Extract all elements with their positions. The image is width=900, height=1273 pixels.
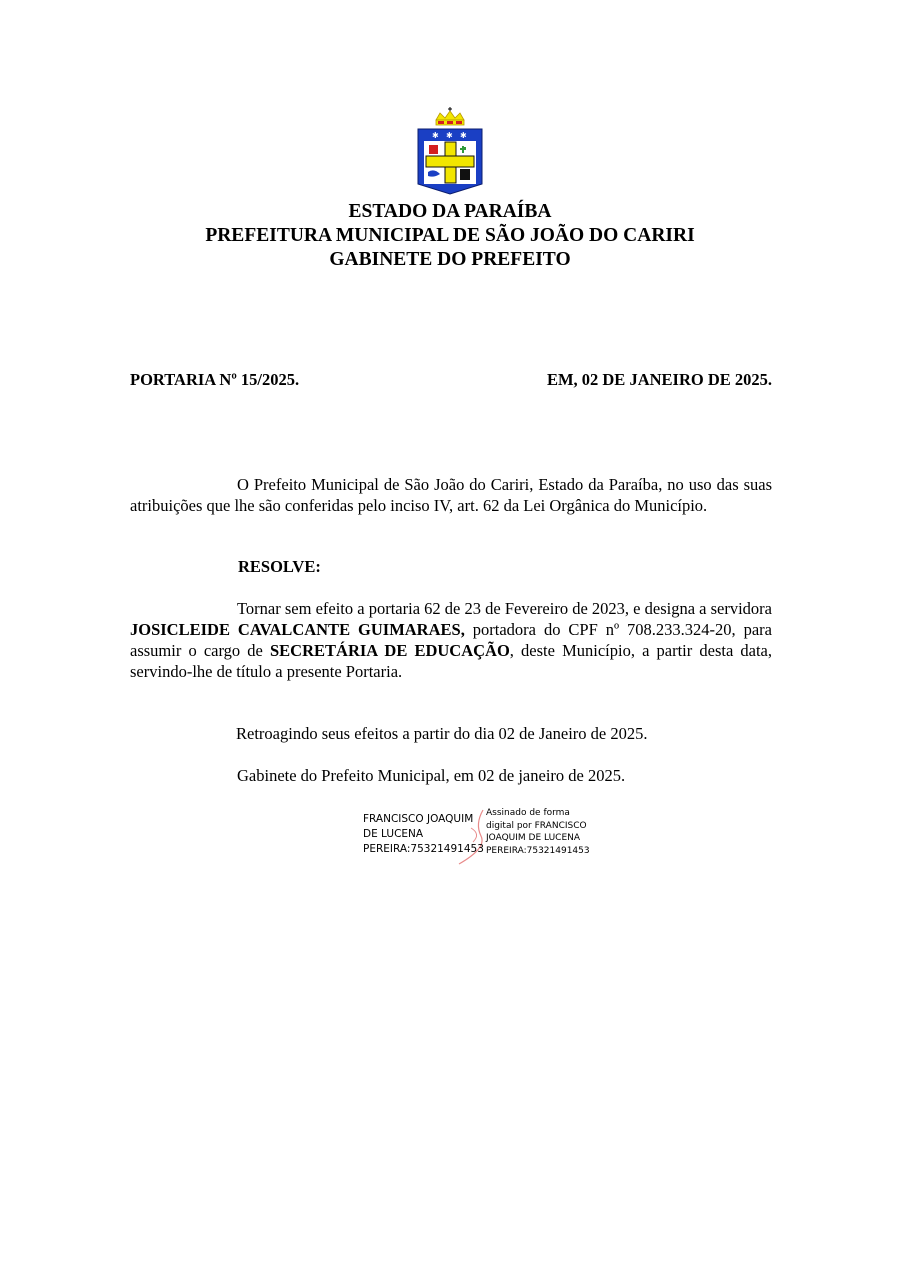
svg-text:✱: ✱ — [460, 131, 467, 140]
svg-text:✱: ✱ — [446, 131, 453, 140]
office-name: GABINETE DO PREFEITO — [329, 249, 571, 270]
signature-stamp — [486, 807, 604, 857]
main-paragraph — [130, 598, 772, 682]
signer-name-line: PEREIRA:75321491453 — [363, 843, 484, 855]
portaria-number: PORTARIA Nº 15/2025. — [130, 370, 300, 389]
crown-icon — [436, 107, 464, 125]
municipality-name: PREFEITURA MUNICIPAL DE SÃO JOÃO DO CARIRI — [205, 225, 695, 246]
state-name: ESTADO DA PARAÍBA — [348, 201, 552, 222]
appointed-role: SECRETÁRIA DE EDUCAÇÃO — [270, 641, 510, 660]
svg-text:✱: ✱ — [432, 131, 439, 140]
main-text-part1: Tornar sem efeito a portaria 62 de 23 de Fevereiro de 2023, e designa a servidora — [237, 599, 772, 618]
stamp-line: digital por FRANCISCO — [486, 820, 587, 831]
stamp-line: PEREIRA:75321491453 — [486, 845, 590, 856]
document-header — [0, 200, 900, 272]
signer-name-line: DE LUCENA — [363, 828, 424, 840]
shield-icon — [418, 129, 482, 194]
portaria-date: EM, 02 DE JANEIRO DE 2025. — [546, 370, 772, 389]
digital-signature — [363, 806, 603, 866]
stamp-line: JOAQUIM DE LUCENA — [486, 833, 581, 843]
resolve-heading: RESOLVE: — [238, 557, 321, 576]
retroactive-paragraph: Retroagindo seus efeitos a partir do dia 02 de Janeiro de 2025. — [236, 724, 648, 743]
main-text-part3: , deste Município, a partir desta data, servindo-lhe de título a presente Portaria. — [130, 641, 773, 681]
main-text-part2: portadora do CPF nº 708.233.324-20, para assumir o cargo de — [130, 620, 772, 660]
intro-paragraph: O Prefeito Municipal de São João do Cariri, Estado da Paraíba, no uso das suas atribuições que lhe são conferidas pelo inciso IV, art. 62 da Lei Orgânica do Município. — [130, 475, 772, 515]
stamp-line: Assinado de forma — [486, 808, 570, 818]
municipal-coat-of-arms — [410, 106, 490, 196]
appointee-name: JOSICLEIDE CAVALCANTE GUIMARAES, — [130, 620, 465, 639]
signer-name-line: FRANCISCO JOAQUIM — [363, 813, 474, 825]
signer-name — [363, 812, 484, 857]
closing-paragraph: Gabinete do Prefeito Municipal, em 02 de janeiro de 2025. — [237, 766, 626, 785]
